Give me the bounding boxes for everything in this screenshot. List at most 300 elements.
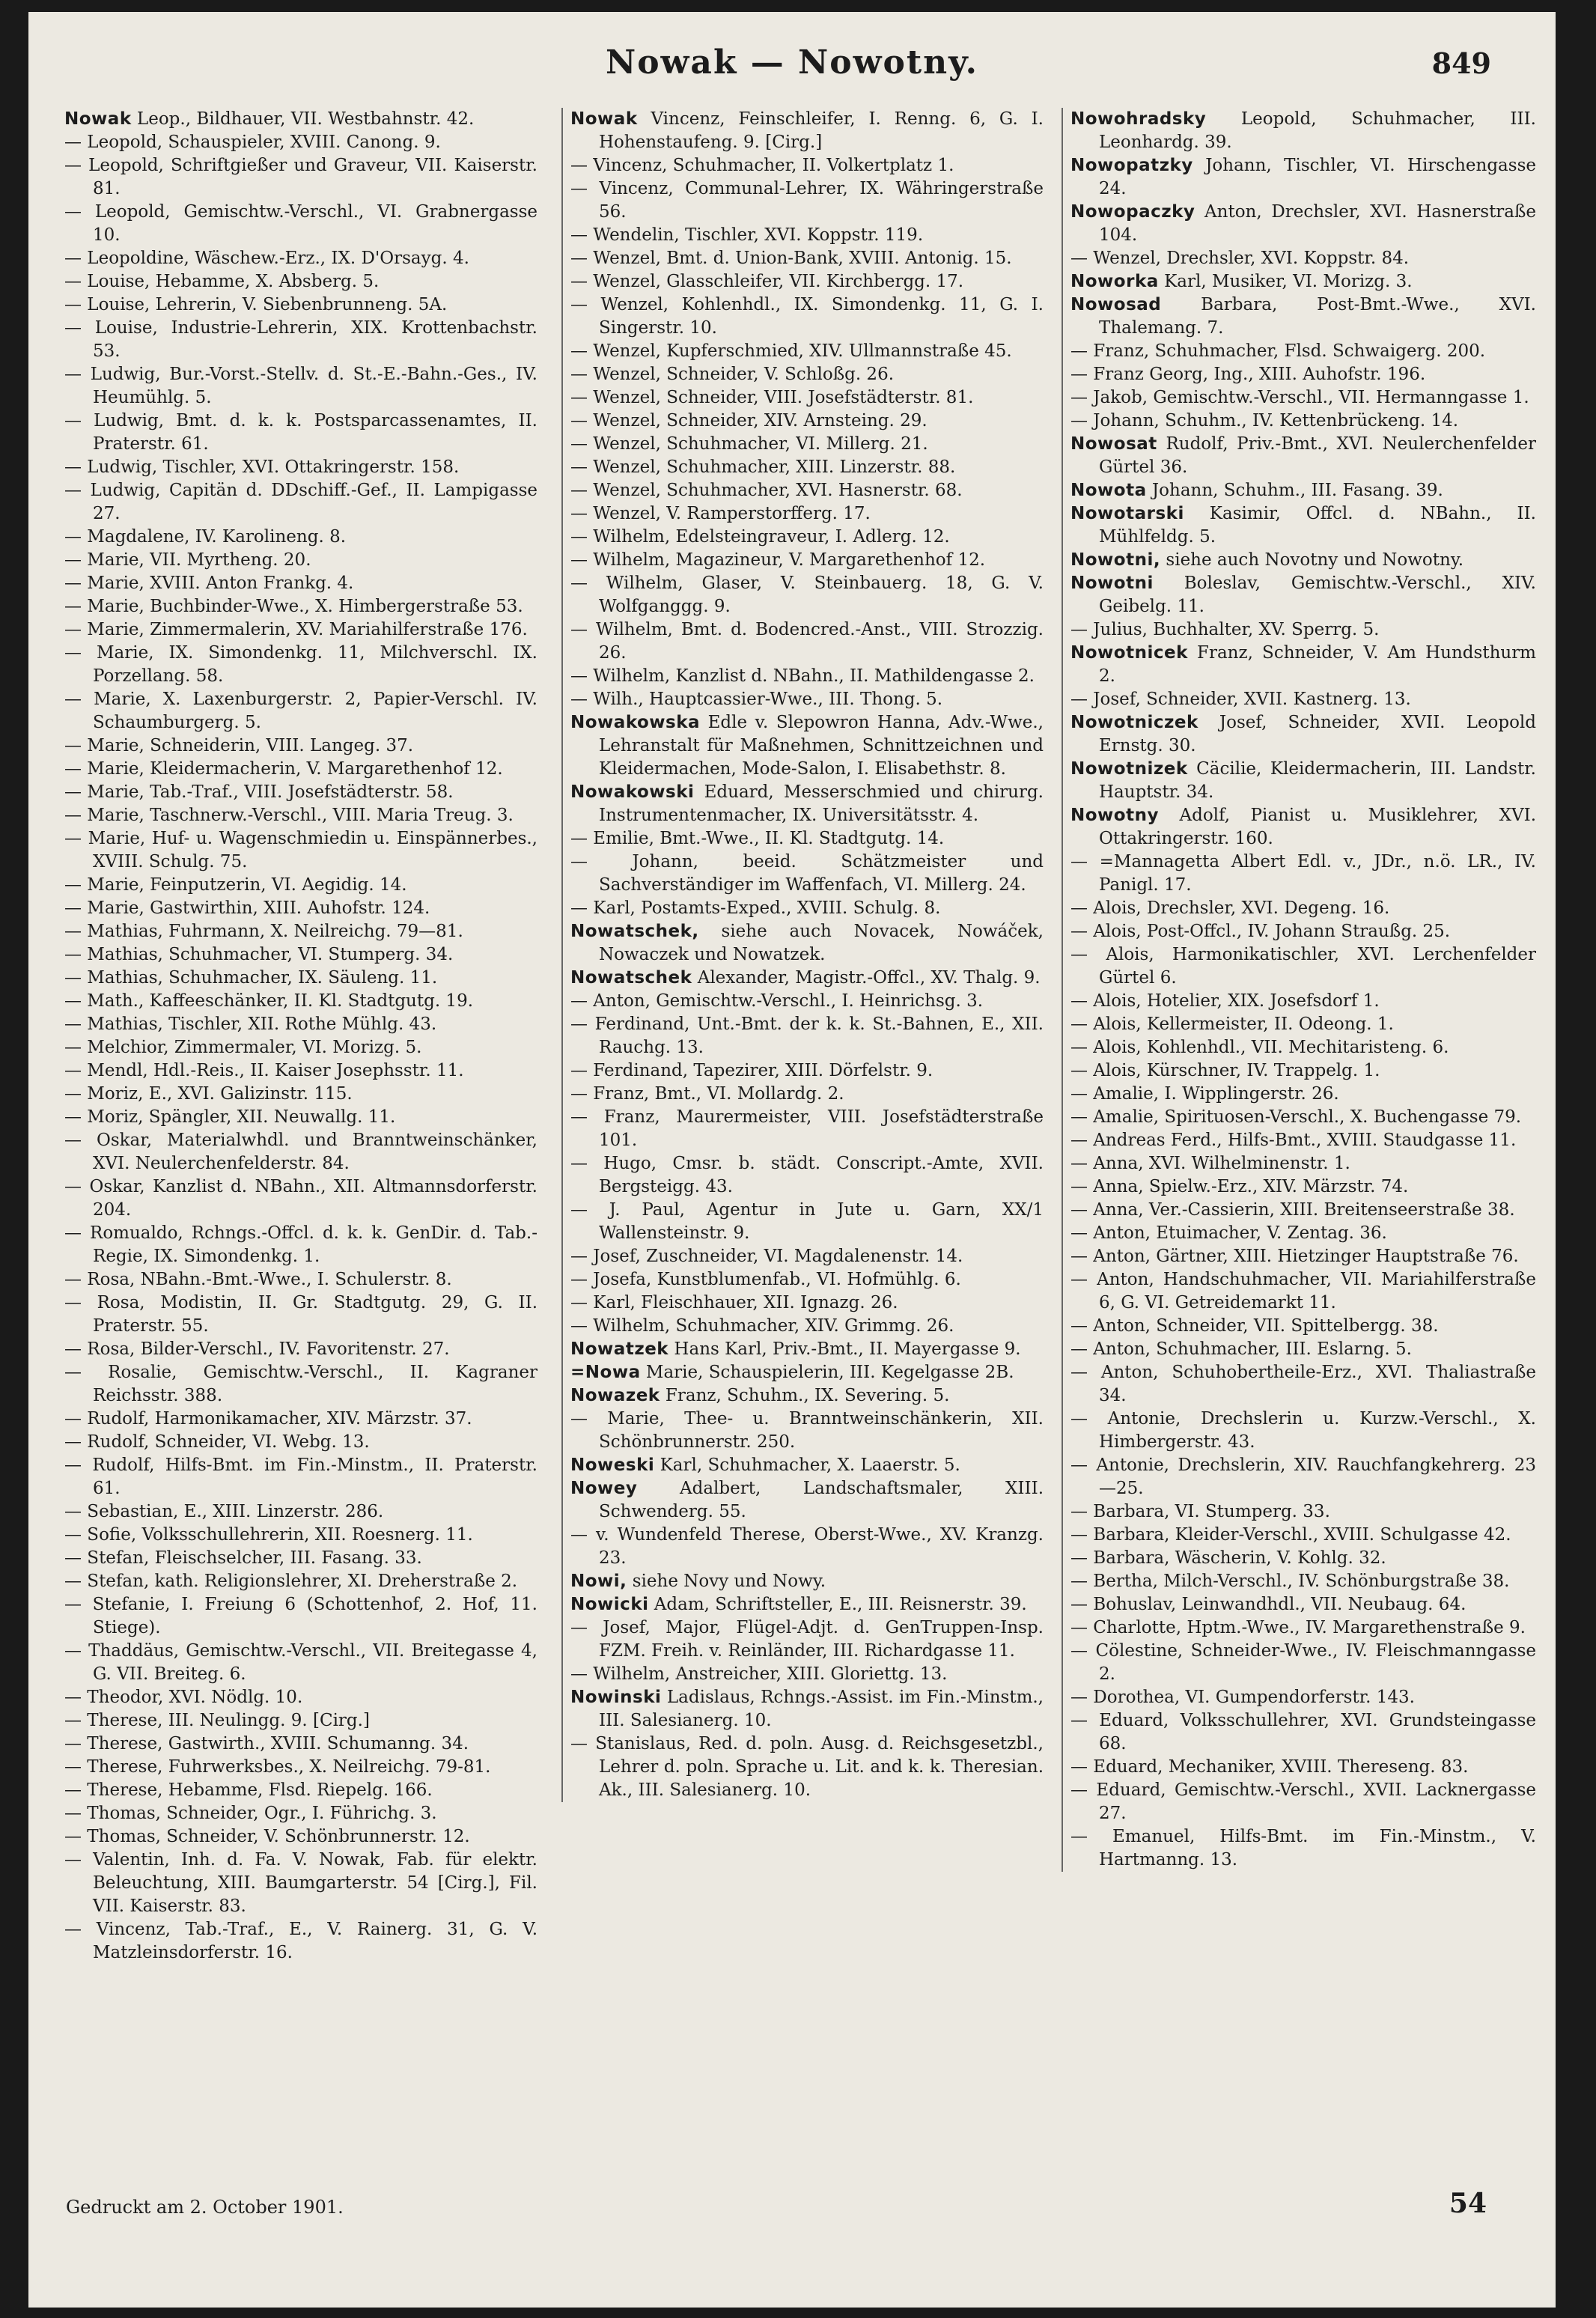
entry-text: — Wilhelm, Bmt. d. Bodencred.-Anst., VIII. Strozzig. 26. <box>570 620 1044 663</box>
entry-text: — Anna, Ver.-Cassierin, XIII. Breitenseerstraße 38. <box>1070 1200 1515 1220</box>
entry-text: — Josef, Major, Flügel-Adjt. d. GenTruppen-Insp. FZM. Freih. v. Reinländer, III. Richardgasse 11. <box>570 1618 1044 1661</box>
entry-text: — Marie, VII. Myrtheng. 20. <box>64 550 311 570</box>
directory-entry <box>1070 363 1536 386</box>
entry-text: — Alois, Post-Offcl., IV. Johann Straußg. 25. <box>1070 922 1451 941</box>
entry-text: — Stefan, kath. Religionslehrer, XI. Dreherstraße 2. <box>64 1572 518 1591</box>
entry-text: — Johann, Schuhm., IV. Kettenbrückeng. 14. <box>1070 411 1459 431</box>
entry-text: — Vincenz, Communal-Lehrer, IX. Währingerstraße 56. <box>570 179 1044 222</box>
directory-entry <box>64 317 537 363</box>
entry-text: Cäcilie, Kleidermacherin, III. Landstr. Hauptstr. 34. <box>1099 759 1536 802</box>
entry-text: — Jakob, Gemischtw.-Verschl., VII. Hermanngasse 1. <box>1070 388 1529 407</box>
entry-surname: Nowosad <box>1070 295 1162 314</box>
directory-entry <box>1070 711 1536 758</box>
directory-entry <box>570 502 1044 526</box>
entry-text: — Marie, Buchbinder-Wwe., X. Himbergerstraße 53. <box>64 597 523 616</box>
directory-entry <box>570 920 1044 967</box>
directory-entry <box>1070 758 1536 804</box>
entry-text: — Karl, Postamts-Exped., XVIII. Schulg. 8. <box>570 898 941 918</box>
entry-text: — Wenzel, Bmt. d. Union-Bank, XVIII. Antonig. 15. <box>570 249 1012 268</box>
directory-entry <box>570 1477 1044 1524</box>
directory-entry <box>64 734 537 758</box>
entry-surname: Nowopatzky <box>1070 156 1193 175</box>
directory-entry <box>1070 1640 1536 1686</box>
directory-entry <box>64 1733 537 1756</box>
entry-text: — Bohuslav, Leinwandhdl., VII. Neubaug. 64. <box>1070 1595 1466 1614</box>
entry-text: — Barbara, Wäscherin, V. Kohlg. 32. <box>1070 1548 1386 1568</box>
entry-surname: Nowak <box>64 109 132 129</box>
column-3 <box>1062 108 1536 1872</box>
directory-entry <box>64 1292 537 1338</box>
entry-text: — Dorothea, VI. Gumpendorferstr. 143. <box>1070 1688 1415 1707</box>
entry-text: — Rosalie, Gemischtw.-Verschl., II. Kagraner Reichsstr. 388. <box>64 1363 537 1405</box>
directory-entry <box>1070 1059 1536 1083</box>
entry-text: — Marie, XVIII. Anton Frankg. 4. <box>64 574 354 593</box>
entry-surname: Nowicki <box>570 1595 649 1614</box>
entry-surname: Nowatschek <box>570 968 692 988</box>
directory-entry <box>1070 1593 1536 1616</box>
directory-entry <box>1070 1152 1536 1175</box>
entry-text: — Sebastian, E., XIII. Linzerstr. 286. <box>64 1502 384 1521</box>
entry-text: — Valentin, Inh. d. Fa. V. Nowak, Fab. für elektr. Beleuchtung, XIII. Baumgarterstr. 54 [Cirg.], Fil. VII. Kaiserstr. 83. <box>64 1850 537 1916</box>
directory-entry <box>570 340 1044 363</box>
directory-entry <box>570 433 1044 456</box>
directory-entry <box>570 665 1044 688</box>
entry-text: — Moriz, Spängler, XII. Neuwallg. 11. <box>64 1107 396 1127</box>
entry-text: — Therese, III. Neulingg. 9. [Cirg.] <box>64 1711 370 1730</box>
directory-entry <box>1070 1709 1536 1756</box>
entry-text: — Rosa, Bilder-Verschl., IV. Favoritenstr. 27. <box>64 1339 450 1359</box>
entry-text: — Josefa, Kunstblumenfab., VI. Hofmühlg. 6. <box>570 1270 961 1289</box>
entry-text: — Louise, Hebamme, X. Absberg. 5. <box>64 272 380 291</box>
column-1 <box>64 108 537 1965</box>
entry-text: — Marie, Zimmermalerin, XV. Mariahilferstraße 176. <box>64 620 528 639</box>
directory-entry <box>570 1059 1044 1083</box>
directory-entry <box>64 1825 537 1849</box>
entry-text: — Mathias, Schuhmacher, IX. Säuleng. 11. <box>64 968 438 988</box>
directory-entry <box>570 479 1044 502</box>
directory-entry <box>570 851 1044 897</box>
directory-entry <box>64 1222 537 1268</box>
directory-entry <box>1070 386 1536 410</box>
directory-entry <box>64 108 537 131</box>
directory-entry <box>64 943 537 967</box>
entry-text: Boleslav, Gemischtw.-Verschl., XIV. Geibelg. 11. <box>1099 574 1536 616</box>
directory-entry <box>570 1524 1044 1570</box>
directory-entry <box>1070 1106 1536 1129</box>
directory-entry <box>1070 1268 1536 1315</box>
entry-text: — Sofie, Volksschullehrerin, XII. Roesnerg. 11. <box>64 1525 473 1545</box>
directory-entry <box>1070 851 1536 897</box>
entry-text: — Wilhelm, Schuhmacher, XIV. Grimmg. 26. <box>570 1316 954 1336</box>
entry-text: Alexander, Magistr.-Offcl., XV. Thalg. 9. <box>692 968 1041 988</box>
entry-text: — Louise, Lehrerin, V. Siebenbrunneng. 5A. <box>64 295 448 314</box>
entry-text: — Alois, Hotelier, XIX. Josefsdorf 1. <box>1070 991 1380 1011</box>
directory-entry <box>64 758 537 781</box>
entry-surname: Nowotny <box>1070 806 1159 825</box>
directory-entry <box>64 1059 537 1083</box>
directory-entry <box>570 990 1044 1013</box>
directory-entry <box>64 1849 537 1918</box>
entry-text: Kasimir, Offcl. d. NBahn., II. Mühlfeldg. 5. <box>1099 504 1536 547</box>
directory-entry <box>570 688 1044 711</box>
entry-text: — v. Wundenfeld Therese, Oberst-Wwe., XV. Kranzg. 23. <box>570 1525 1044 1568</box>
entry-text: — Anton, Handschuhmacher, VII. Mariahilferstraße 6, G. VI. Getreidemarkt 11. <box>1070 1270 1536 1312</box>
directory-entry <box>1070 1175 1536 1199</box>
entry-text: — Marie, X. Laxenburgerstr. 2, Papier-Verschl. IV. Schaumburgerg. 5. <box>64 690 537 732</box>
directory-entry <box>1070 1315 1536 1338</box>
directory-entry <box>570 1593 1044 1616</box>
directory-entry <box>64 1547 537 1570</box>
directory-entry <box>1070 1129 1536 1152</box>
directory-entry <box>1070 154 1536 201</box>
directory-entry <box>570 224 1044 247</box>
directory-entry <box>570 154 1044 177</box>
directory-entry <box>64 1361 537 1408</box>
entry-text: — Franz, Schuhmacher, Flsd. Schwaigerg. 200. <box>1070 341 1486 361</box>
entry-surname: Nowakowski <box>570 782 695 802</box>
entry-text: — Ludwig, Tischler, XVI. Ottakringerstr. 158. <box>64 457 460 477</box>
directory-entry <box>1070 1570 1536 1593</box>
entry-surname: Noweski <box>570 1455 655 1475</box>
entry-text: Karl, Musiker, VI. Morizg. 3. <box>1158 272 1413 291</box>
entry-text: — Wilhelm, Glaser, V. Steinbauerg. 18, G. V. Wolfganggg. 9. <box>570 574 1044 616</box>
entry-text: Karl, Schuhmacher, X. Laaerstr. 5. <box>654 1455 960 1475</box>
entry-text: — Marie, Feinputzerin, VI. Aegidig. 14. <box>64 875 407 895</box>
entry-surname: Nowakowska <box>570 713 701 732</box>
directory-entry <box>1070 1825 1536 1872</box>
entry-text: — Antonie, Drechslerin, XIV. Rauchfangkehrerg. 23—25. <box>1070 1455 1536 1498</box>
entry-text: siehe auch Novacek, Nowáček, Nowaczek und Nowatzek. <box>599 922 1044 964</box>
entry-text: — Theodor, XVI. Nödlg. 10. <box>64 1688 303 1707</box>
entry-text: — Wilhelm, Magazineur, V. Margarethenhof 12. <box>570 550 986 570</box>
entry-surname: =Nowa <box>570 1363 641 1382</box>
directory-entry <box>64 1013 537 1036</box>
entry-text: — Marie, Gastwirthin, XIII. Auhofstr. 124. <box>64 898 430 918</box>
directory-entry <box>570 177 1044 224</box>
directory-entry <box>570 618 1044 665</box>
entry-text: — Marie, Taschnerw.-Verschl., VIII. Maria Treug. 3. <box>64 806 514 825</box>
directory-entry <box>570 1454 1044 1477</box>
directory-entry <box>64 990 537 1013</box>
directory-entry <box>64 1570 537 1593</box>
entry-text: — Emilie, Bmt.-Wwe., II. Kl. Stadtgutg. 14. <box>570 829 945 848</box>
directory-entry <box>1070 433 1536 479</box>
entry-text: — Anton, Gärtner, XIII. Hietzinger Hauptstraße 76. <box>1070 1247 1519 1266</box>
entry-text: — Alois, Drechsler, XVI. Degeng. 16. <box>1070 898 1390 918</box>
entry-surname: Nowohradsky <box>1070 109 1207 129</box>
directory-entry <box>64 1338 537 1361</box>
page-title: Nowak — Nowotny. <box>605 43 979 82</box>
entry-text: — Wilhelm, Anstreicher, XIII. Gloriettg. 13. <box>570 1664 948 1684</box>
directory-entry <box>64 247 537 270</box>
directory-entry <box>570 1152 1044 1199</box>
directory-entry <box>570 1013 1044 1059</box>
directory-entry <box>1070 1756 1536 1779</box>
directory-entry <box>1070 1199 1536 1222</box>
directory-entry <box>570 363 1044 386</box>
directory-entry <box>1070 201 1536 247</box>
directory-entry <box>64 1756 537 1779</box>
entry-text: — Anton, Schuhobertheile-Erz., XVI. Thaliastraße 34. <box>1070 1363 1536 1405</box>
entry-text: Hans Karl, Priv.-Bmt., II. Mayergasse 9. <box>668 1339 1021 1359</box>
entry-text: — Antonie, Drechslerin u. Kurzw.-Verschl., X. Himbergerstr. 43. <box>1070 1409 1536 1452</box>
entry-text: — Eduard, Gemischtw.-Verschl., XVII. Lacknergasse 27. <box>1070 1780 1536 1823</box>
entry-text: siehe auch Novotny und Nowotny. <box>1160 550 1464 570</box>
entry-text: — Wenzel, Schneider, XIV. Arnsteing. 29. <box>570 411 928 431</box>
directory-entry <box>570 1338 1044 1361</box>
directory-entry <box>1070 1408 1536 1454</box>
entry-surname: Nowey <box>570 1479 638 1498</box>
entry-text: — Andreas Ferd., Hilfs-Bmt., XVIII. Staudgasse 11. <box>1070 1131 1517 1150</box>
entry-surname: Nowazek <box>570 1386 660 1405</box>
entry-text: — Vincenz, Tab.-Traf., E., V. Rainerg. 31, G. V. Matzleinsdorferstr. 16. <box>64 1920 537 1962</box>
directory-entry <box>570 1083 1044 1106</box>
directory-entry <box>570 781 1044 827</box>
entry-text: — Therese, Hebamme, Flsd. Riepelg. 166. <box>64 1780 433 1800</box>
directory-entry <box>1070 247 1536 270</box>
entry-surname: Nowatschek, <box>570 922 699 941</box>
entry-text: — Emanuel, Hilfs-Bmt. im Fin.-Minstm., V. Hartmanng. 13. <box>1070 1827 1536 1870</box>
entry-text: — =Mannagetta Albert Edl. v., JDr., n.ö. LR., IV. Panigl. 17. <box>1070 852 1536 895</box>
directory-entry <box>64 1083 537 1106</box>
directory-entry <box>1070 572 1536 618</box>
entry-text: — Anna, XVI. Wilhelminenstr. 1. <box>1070 1154 1350 1173</box>
entry-text: — Mathias, Fuhrmann, X. Neilreichg. 79—81. <box>64 922 463 941</box>
entry-text: — Leopoldine, Wäschew.-Erz., IX. D'Orsayg. 4. <box>64 249 469 268</box>
entry-text: — Vincenz, Schuhmacher, II. Volkertplatz 1. <box>570 156 954 175</box>
directory-entry <box>1070 270 1536 293</box>
entry-text: — Wilh., Hauptcassier-Wwe., III. Thong. 5. <box>570 690 943 709</box>
directory-page <box>28 12 1556 2308</box>
entry-text: — Rudolf, Hilfs-Bmt. im Fin.-Minstm., II. Praterstr. 61. <box>64 1455 537 1498</box>
entry-text: Leopold, Schuhmacher, III. Leonhardg. 39. <box>1099 109 1536 152</box>
directory-entry <box>570 1199 1044 1245</box>
entry-text: — Wenzel, V. Ramperstorfferg. 17. <box>570 504 871 523</box>
directory-entry <box>1070 502 1536 549</box>
directory-entry <box>64 1640 537 1686</box>
directory-entry <box>64 1036 537 1059</box>
entry-surname: Nowak <box>570 109 638 129</box>
directory-entry <box>64 549 537 572</box>
directory-entry <box>1070 293 1536 340</box>
directory-entry <box>1070 642 1536 688</box>
directory-entry <box>1070 549 1536 572</box>
entry-surname: Nowotnizek <box>1070 759 1188 779</box>
entry-surname: Nowatzek <box>570 1339 669 1359</box>
directory-entry <box>64 688 537 734</box>
directory-entry <box>64 804 537 827</box>
entry-text: — Thaddäus, Gemischtw.-Verschl., VII. Breitegasse 4, G. VII. Breiteg. 6. <box>64 1641 537 1684</box>
entry-text: Rudolf, Priv.-Bmt., XVI. Neulerchenfelder Gürtel 36. <box>1099 434 1536 477</box>
directory-entry <box>570 967 1044 990</box>
entry-text: — Marie, Thee- u. Branntweinschänkerin, XII. Schönbrunnerstr. 250. <box>570 1409 1044 1452</box>
directory-entry <box>1070 1222 1536 1245</box>
entry-text: — Anton, Etuimacher, V. Zentag. 36. <box>1070 1223 1387 1243</box>
entry-text: — Alois, Kürschner, IV. Trappelg. 1. <box>1070 1061 1380 1080</box>
entry-text: — Rosa, Modistin, II. Gr. Stadtgutg. 29, G. II. Praterstr. 55. <box>64 1293 537 1336</box>
entry-text: — Ferdinand, Tapezirer, XIII. Dörfelstr. 9. <box>570 1061 933 1080</box>
directory-entry <box>64 363 537 410</box>
directory-entry <box>570 1686 1044 1733</box>
directory-entry <box>570 247 1044 270</box>
directory-entry <box>1070 1083 1536 1106</box>
directory-entry <box>64 131 537 154</box>
entry-surname: Nowotniczek <box>1070 713 1198 732</box>
directory-entry <box>1070 410 1536 433</box>
entry-text: — Charlotte, Hptm.-Wwe., IV. Margarethenstraße 9. <box>1070 1618 1526 1637</box>
entry-text: — Bertha, Milch-Verschl., IV. Schönburgstraße 38. <box>1070 1572 1510 1591</box>
entry-text: — Wenzel, Drechsler, XVI. Koppstr. 84. <box>1070 249 1410 268</box>
entry-text: — Rosa, NBahn.-Bmt.-Wwe., I. Schulerstr. 8. <box>64 1270 452 1289</box>
entry-text: — Alois, Harmonikatischler, XVI. Lerchenfelder Gürtel 6. <box>1070 945 1536 988</box>
entry-text: — Eduard, Mechaniker, XVIII. Thereseng. 83. <box>1070 1757 1469 1777</box>
entry-surname: Nowosat <box>1070 434 1157 454</box>
entry-text: Edle v. Slepowron Hanna, Adv.-Wwe., Lehranstalt für Maßnehmen, Schnittzeichnen und Kleidermachen, Mode-Salon, I. Elisabethstr. 8. <box>599 713 1044 779</box>
entry-text: — Ludwig, Capitän d. DDschiff.-Gef., II. Lampigasse 27. <box>64 481 537 523</box>
directory-entry <box>570 293 1044 340</box>
print-date: Gedruckt am 2. October 1901. <box>66 2197 344 2218</box>
entry-text: — Wenzel, Glasschleifer, VII. Kirchbergg. 17. <box>570 272 964 291</box>
entry-text: — Ludwig, Bmt. d. k. k. Postsparcassenamtes, II. Praterstr. 61. <box>64 411 537 454</box>
directory-entry <box>64 1524 537 1547</box>
directory-entry <box>64 1106 537 1129</box>
directory-entry <box>570 386 1044 410</box>
entry-text: — Math., Kaffeeschänker, II. Kl. Stadtgutg. 19. <box>64 991 474 1011</box>
entry-surname: Nowotni <box>1070 574 1154 593</box>
directory-entry <box>64 1686 537 1709</box>
entry-text: — J. Paul, Agentur in Jute u. Garn, XX/1 Wallensteinstr. 9. <box>570 1200 1044 1243</box>
entry-text: Barbara, Post-Bmt.-Wwe., XVI. Thalemang. 7. <box>1099 295 1536 338</box>
entry-text: — Wilhelm, Edelsteingraveur, I. Adlerg. 12. <box>570 527 950 547</box>
entry-text: — Stefanie, I. Freiung 6 (Schottenhof, 2. Hof, 11. Stiege). <box>64 1595 537 1637</box>
entry-text: — Eduard, Volksschullehrer, XVI. Grundsteingasse 68. <box>1070 1711 1536 1753</box>
directory-entry <box>570 1408 1044 1454</box>
entry-text: — Magdalene, IV. Karolineng. 8. <box>64 527 347 547</box>
directory-entry <box>1070 1547 1536 1570</box>
entry-text: Adolf, Pianist u. Musiklehrer, XVI. Ottakringerstr. 160. <box>1099 806 1536 848</box>
directory-entry <box>1070 1013 1536 1036</box>
directory-entry <box>570 108 1044 154</box>
directory-entry <box>570 1292 1044 1315</box>
directory-entry <box>64 874 537 897</box>
entry-surname: Nowopaczky <box>1070 202 1196 222</box>
sheet-number: 54 <box>1449 2188 1487 2219</box>
directory-entry <box>64 1709 537 1733</box>
directory-entry <box>570 897 1044 920</box>
entry-text: Josef, Schneider, XVII. Leopold Ernstg. 30. <box>1099 713 1536 755</box>
entry-surname: Nowotni, <box>1070 550 1161 570</box>
entry-text: — Marie, Kleidermacherin, V. Margarethenhof 12. <box>64 759 503 779</box>
directory-entry <box>1070 1036 1536 1059</box>
entry-text: — Alois, Kellermeister, II. Odeong. 1. <box>1070 1014 1394 1034</box>
directory-entry <box>64 827 537 874</box>
directory-entry <box>570 1570 1044 1593</box>
entry-surname: Nowota <box>1070 481 1147 500</box>
directory-entry <box>64 1431 537 1454</box>
entry-text: — Josef, Zuschneider, VI. Magdalenenstr. 14. <box>570 1247 963 1266</box>
entry-text: — Marie, Huf- u. Wagenschmiedin u. Einspännerbes., XVIII. Schulg. 75. <box>64 829 537 871</box>
entry-surname: Nowi, <box>570 1572 627 1591</box>
entry-text: — Cölestine, Schneider-Wwe., IV. Fleischmanngasse 2. <box>1070 1641 1536 1684</box>
entry-text: Adam, Schriftsteller, E., III. Reisnerstr. 39. <box>648 1595 1027 1614</box>
directory-entry <box>1070 688 1536 711</box>
directory-entry <box>1070 1779 1536 1825</box>
directory-entry <box>570 456 1044 479</box>
entry-text: — Karl, Fleischhauer, XII. Ignazg. 26. <box>570 1293 898 1312</box>
directory-entry <box>64 526 537 549</box>
column-2 <box>561 108 1044 1802</box>
entry-text: — Amalie, I. Wipplingerstr. 26. <box>1070 1084 1339 1104</box>
entry-surname: Nowotnicek <box>1070 643 1188 663</box>
entry-text: — Anton, Schneider, VII. Spittelbergg. 38. <box>1070 1316 1439 1336</box>
entry-surname: Noworka <box>1070 272 1159 291</box>
entry-text: — Wendelin, Tischler, XVI. Koppstr. 119. <box>570 225 924 245</box>
entry-text: — Wenzel, Kohlenhdl., IX. Simondenkg. 11, G. I. Singerstr. 10. <box>570 295 1044 338</box>
entry-text: — Mathias, Schuhmacher, VI. Stumperg. 34. <box>64 945 454 964</box>
entry-text: Ladislaus, Rchngs.-Assist. im Fin.-Minstm., III. Salesianerg. 10. <box>599 1688 1044 1730</box>
directory-entry <box>64 154 537 201</box>
entry-text: Marie, Schauspielerin, III. Kegelgasse 2B. <box>640 1363 1014 1382</box>
entry-text: — Louise, Industrie-Lehrerin, XIX. Krottenbachstr. 53. <box>64 318 537 361</box>
entry-text: — Wenzel, Schuhmacher, XVI. Hasnerstr. 68. <box>570 481 963 500</box>
directory-entry <box>1070 1245 1536 1268</box>
entry-text: — Anton, Gemischtw.-Verschl., I. Heinrichsg. 3. <box>570 991 984 1011</box>
entry-text: — Rudolf, Harmonikamacher, XIV. Märzstr. 37. <box>64 1409 472 1429</box>
entry-text: — Mathias, Tischler, XII. Rothe Mühlg. 43. <box>64 1014 437 1034</box>
directory-entry <box>570 1663 1044 1686</box>
directory-entry <box>64 1454 537 1500</box>
directory-entry <box>570 1268 1044 1292</box>
directory-entry <box>1070 1454 1536 1500</box>
entry-text: — Ferdinand, Unt.-Bmt. der k. k. St.-Bahnen, E., XII. Rauchg. 13. <box>570 1014 1044 1057</box>
entry-text: — Wenzel, Schneider, V. Schloßg. 26. <box>570 365 895 384</box>
directory-entry <box>570 526 1044 549</box>
entry-text: — Ludwig, Bur.-Vorst.-Stellv. d. St.-E.-Bahn.-Ges., IV. Heumühlg. 5. <box>64 365 537 407</box>
entry-text: — Stefan, Fleischselcher, III. Fasang. 33. <box>64 1548 422 1568</box>
entry-text: Eduard, Messerschmied und chirurg. Instrumentenmacher, IX. Universitätsstr. 4. <box>599 782 1044 825</box>
entry-text: — Hugo, Cmsr. b. städt. Conscript.-Amte, XVII. Bergsteigg. 43. <box>570 1154 1044 1196</box>
entry-text: — Johann, beeid. Schätzmeister und Sachverständiger im Waffenfach, VI. Millerg. 24. <box>570 852 1044 895</box>
directory-entry <box>1070 1524 1536 1547</box>
directory-entry <box>570 1733 1044 1802</box>
entry-text: — Mendl, Hdl.-Reis., II. Kaiser Josephsstr. 11. <box>64 1061 464 1080</box>
directory-entry <box>1070 804 1536 851</box>
entry-surname: Nowotarski <box>1070 504 1184 523</box>
directory-entry <box>64 1593 537 1640</box>
entry-text: Franz, Schuhm., IX. Severing. 5. <box>660 1386 950 1405</box>
directory-entry <box>64 1500 537 1524</box>
directory-entry <box>570 410 1044 433</box>
entry-text: — Thomas, Schneider, Ogr., I. Führichg. 3. <box>64 1804 437 1823</box>
directory-entry <box>64 781 537 804</box>
entry-text: Johann, Tischler, VI. Hirschengasse 24. <box>1099 156 1536 198</box>
directory-entry <box>1070 990 1536 1013</box>
entry-text: — Leopold, Schauspieler, XVIII. Canong. 9. <box>64 133 441 152</box>
directory-entry <box>1070 1361 1536 1408</box>
directory-entry <box>64 410 537 456</box>
entry-text: Vincenz, Feinschleifer, I. Renng. 6, G. I. Hohenstaufeng. 9. [Cirg.] <box>599 109 1044 152</box>
entry-text: — Melchior, Zimmermaler, VI. Morizg. 5. <box>64 1038 422 1057</box>
directory-entry <box>570 1616 1044 1663</box>
entry-text: — Amalie, Spirituosen-Verschl., X. Buchengasse 79. <box>1070 1107 1522 1127</box>
directory-entry <box>64 967 537 990</box>
directory-entry <box>64 293 537 317</box>
directory-entry <box>570 1245 1044 1268</box>
directory-entry <box>570 711 1044 781</box>
entry-text: — Oskar, Materialwhdl. und Branntweinschänker, XVI. Neulerchenfelderstr. 84. <box>64 1131 537 1173</box>
entry-text: — Alois, Kohlenhdl., VII. Mechitaristeng. 6. <box>1070 1038 1449 1057</box>
directory-entry <box>64 1129 537 1175</box>
